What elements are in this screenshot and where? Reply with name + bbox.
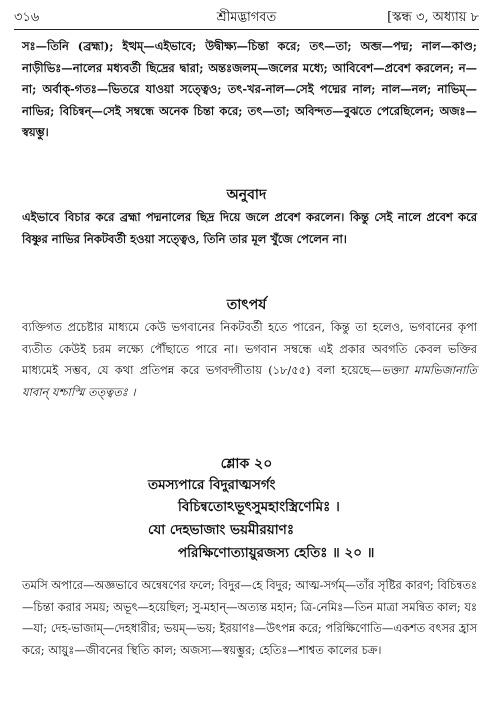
book-title: শ্রীমদ্ভাগবত — [216, 10, 277, 25]
verse-label: শ্লোক ২০ — [220, 456, 273, 472]
translation-text: এইভাবে বিচার করে ব্রহ্মা পদ্মনালের ছিদ্র দিয়ে জলে প্রবেশ করলেন। কিন্তু সেই নালে প্রবেশ করে বিষ্ণুর নাভির নিকটবর্তী হওয়া সত্ত্বেও, তিনি তার মূল খুঁজে পেলেন না। — [22, 210, 477, 246]
chapter-reference: [স্কন্ধ ৩, অধ্যায় ৮ — [387, 10, 479, 25]
purport-heading: তাৎপর্য — [226, 297, 267, 313]
verse-line: যো দেহভাজাং ভয়মীরয়াণঃ — [148, 522, 295, 538]
page-header — [14, 8, 479, 34]
synonyms-top: সঃ—তিনি (ব্রহ্মা); ইত্থম্—এইভাবে; উদ্বীক্ষ্য—চিন্তা করে; তৎ—তা; অব্জ—পদ্ম; নাল—কাণ্ড; নাড়ীভিঃ—নালের মধ্যবর্তী ছিদ্রের দ্বারা; অন্তঃজলম্—জলের মধ্যে; আবিবেশ—প্রবেশ করলেন; ন—না; অর্বাক্‌-গতঃ—ভিতরে যাওয়া সত্ত্বেও; তৎ-খর-নাল—সেই পদ্মের নাল; নাল—নল; নাভিম্—নাভির; বিচিন্বন্—সেই সম্বন্ধে অনেক চিন্তা করে; তৎ—তা; অবিন্দত—বুঝতে পেরেছিলেন; অজঃ—স্বয়ম্ভু। — [22, 39, 477, 139]
verse-line: তমস্যপারে বিদুরাত্মসর্গং — [148, 477, 276, 493]
page-number: ৩১৬ — [14, 10, 40, 25]
purport-body — [22, 317, 477, 403]
translation-heading: অনুবাদ — [226, 187, 267, 203]
verse-line: পরিক্ষিণোত্যায়ুরজস্য হেতিঃ ॥ ২০ ॥ — [178, 545, 375, 561]
verse-line: বিচিন্বতোঽভূৎসুমহাংস্ত্রিণেমিঃ । — [178, 499, 340, 515]
header-rule — [14, 29, 479, 30]
purport-text: ব্যক্তিগত প্রচেষ্টার মাধ্যমে কেউ ভগবানের নিকটবর্তী হতে পারেন, কিন্তু তা হলেও, ভগবানের কৃপা ব্যতীত কেউই চরম লক্ষ্যে পৌঁছাতে পারে না। ভগবান সম্বন্ধে এই প্রকার অবগতি কেবল ভক্তির মাধ্যমেই সম্ভব, যে কথা প্রতিপন্ন করে ভগবদ্গীতায় (১৮/৫৫) বলা হয়েছে— — [22, 320, 477, 377]
synonyms-bottom: তমসি অপারে—অজ্ঞভাবে অন্বেষণের ফলে; বিদুর—হে বিদুর; আত্ম-সর্গম্—তাঁর সৃষ্টির কারণ; বিচিন্বতঃ—চিন্তা করার সময়; অভূৎ—হয়েছিল; সু-মহান্—অত্যন্ত মহান; ত্রি-নেমিঃ—তিন মাত্রা সমন্বিত কাল; যঃ—যা; দেহ-ভাজাম্—দেহধারীর; ভয়ম্—ভয়; ইরয়াণঃ—উৎপন্ন করে; পরিক্ষিণোতি—একশত বৎসর হ্রাস করে; আয়ুঃ—জীবনের স্থিতি কাল; অজস্য—স্বয়ম্ভুর; হেতিঃ—শাশ্বত কালের চক্র। — [22, 578, 477, 657]
purport-quote: ভক্ত্যা মামভিজানাতি যাবান্ যশ্চাস্মি তত্ত্বতঃ । — [22, 363, 477, 399]
